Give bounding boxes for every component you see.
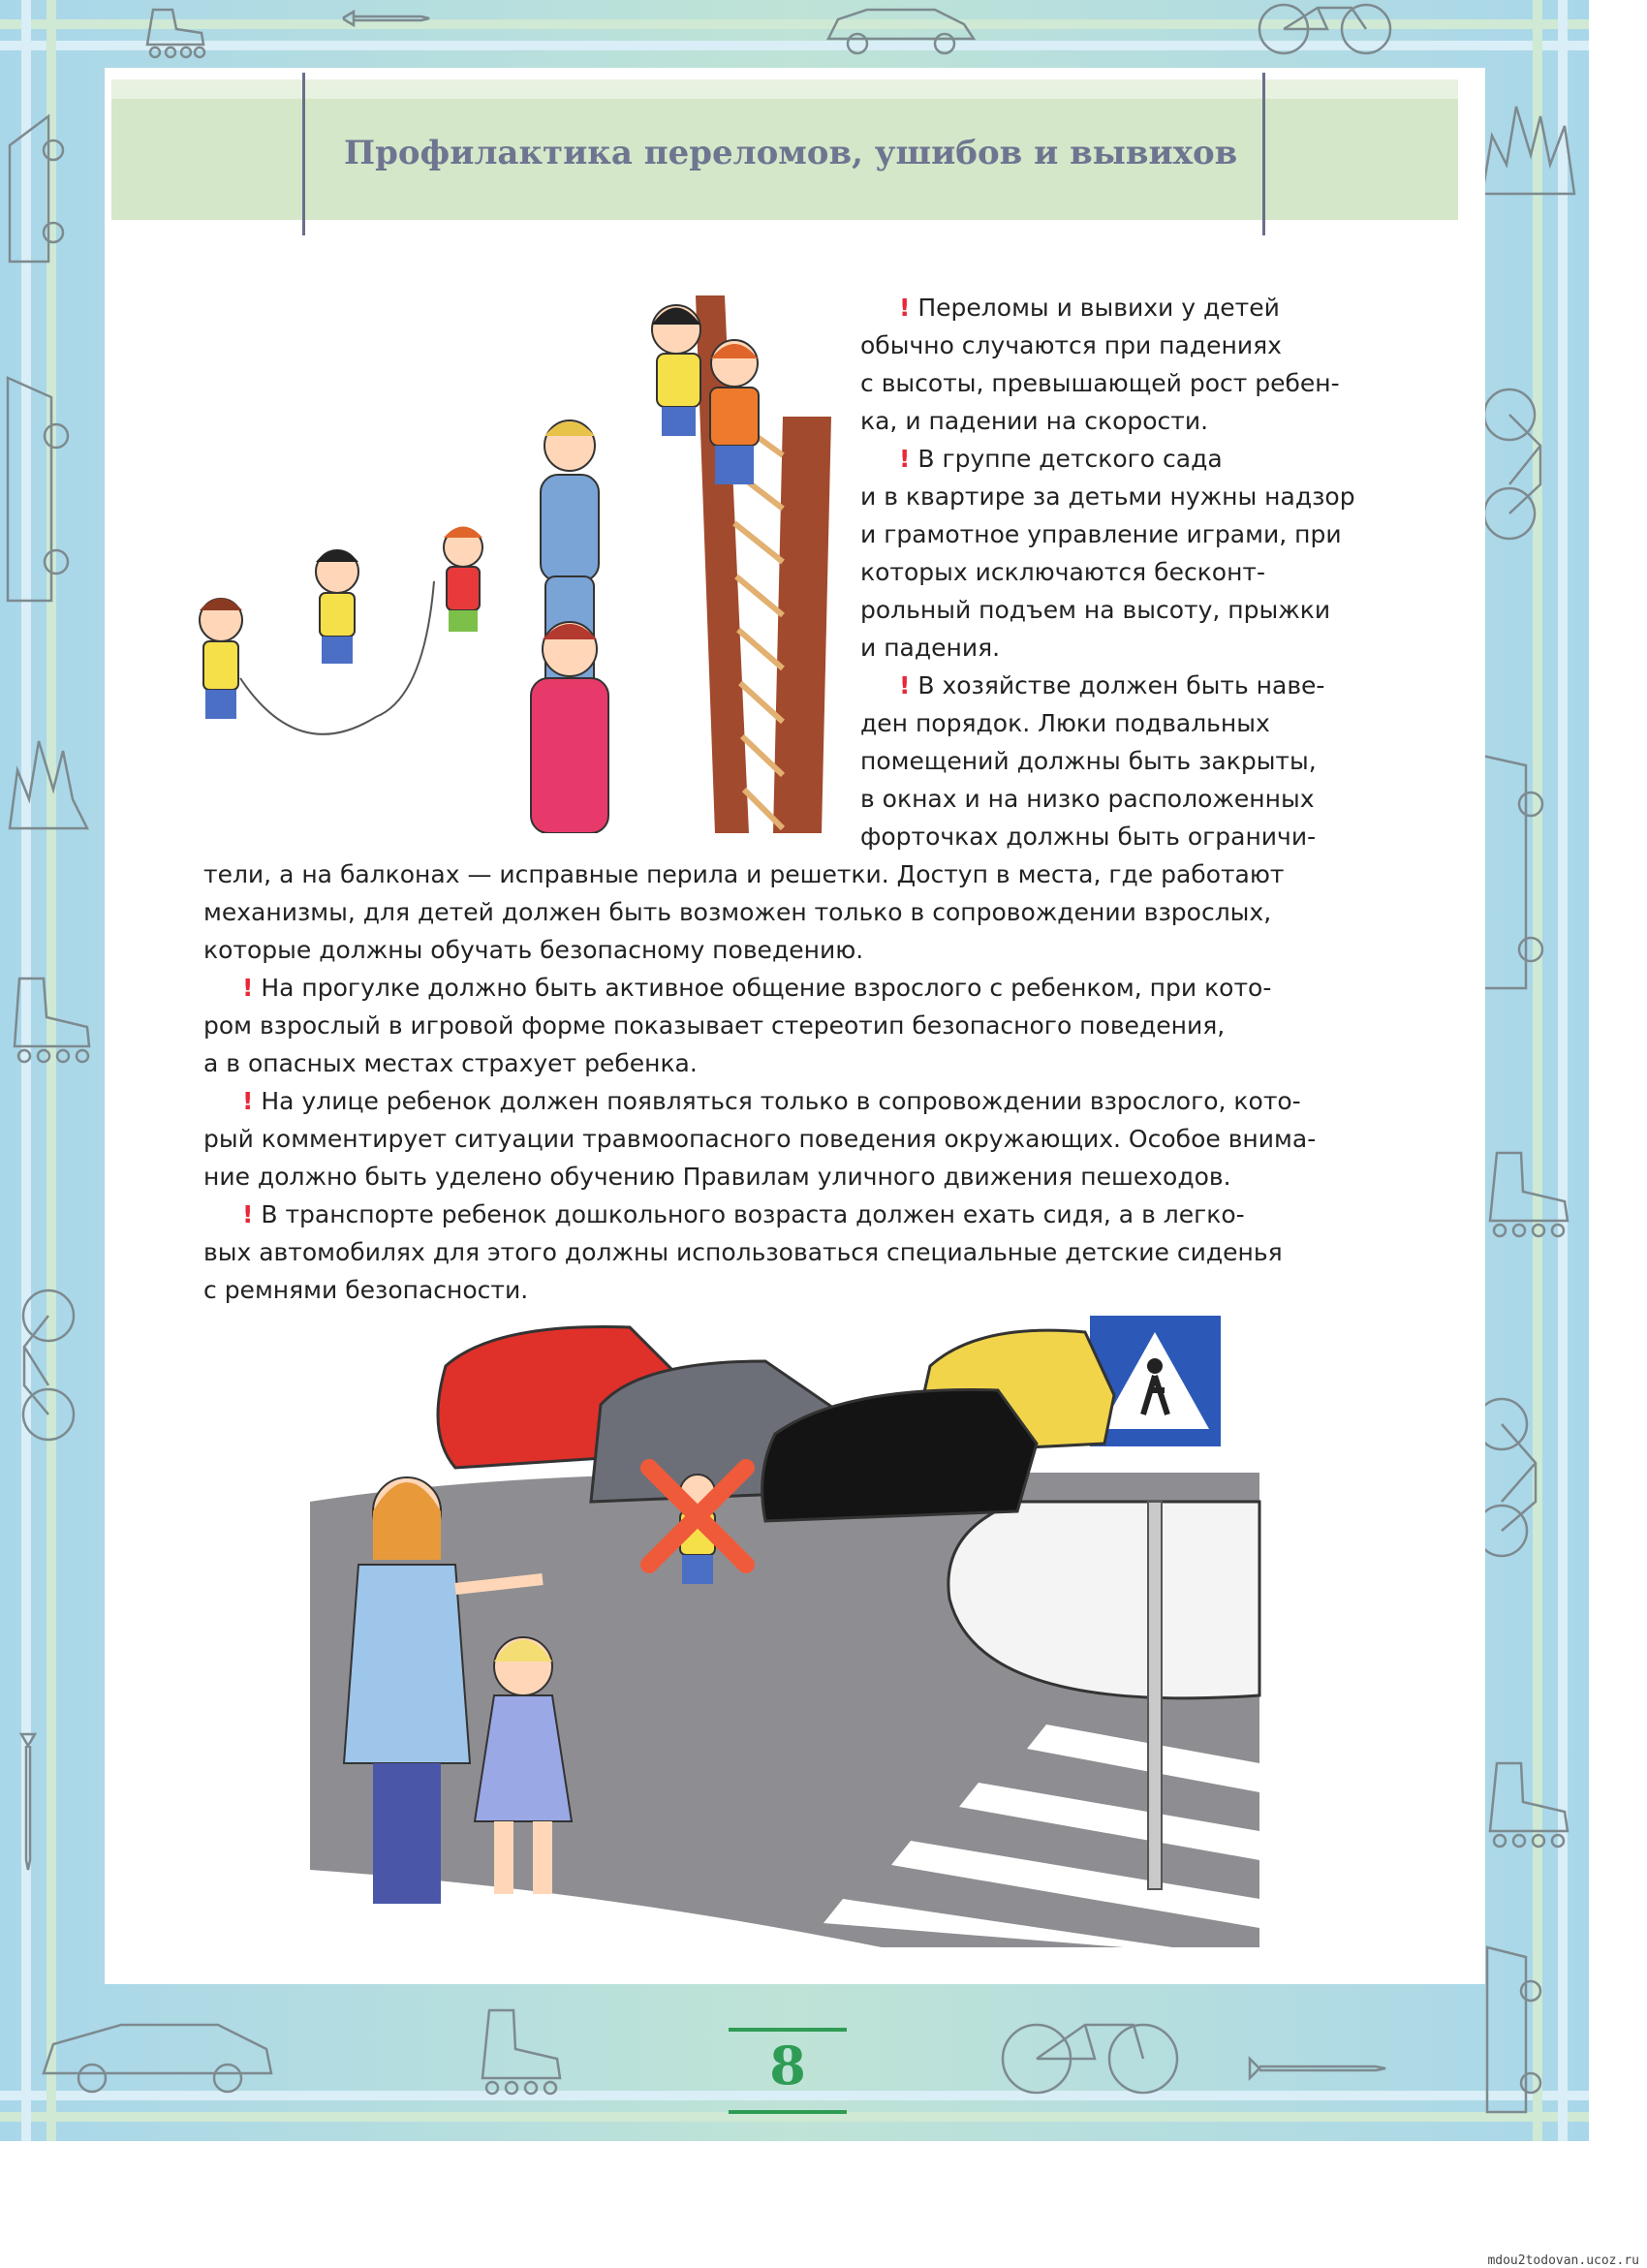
- paragraph-3: [860, 667, 1364, 855]
- paragraph-line: На улице ребенок должен появляться только в сопровождении взрослого, кото-: [261, 1087, 1301, 1115]
- paragraph-line: ден порядок. Люки подвальных: [860, 709, 1270, 737]
- paragraph-line: и грамотное управление играми, при: [860, 520, 1342, 548]
- nail-outline-icon: [21, 1734, 35, 1870]
- page-number-rule-top: [729, 2028, 847, 2032]
- roller-skate-outline-icon: [1490, 1153, 1568, 1236]
- paragraph-line: ние должно быть уделено обучению Правилам уличного движения пешеходов.: [203, 1163, 1231, 1191]
- paragraph-3-continuation: [203, 855, 1366, 969]
- nail-outline-icon: [344, 12, 429, 25]
- paragraph-line: в окнах и на низко расположенных: [860, 785, 1315, 813]
- bullet-mark: !: [242, 974, 254, 1002]
- paragraph-line: рольный подъем на высоту, прыжки: [860, 596, 1331, 624]
- paragraph-line: тели, а на балконах — исправные перила и решетки. Доступ в места, где работают: [203, 860, 1285, 888]
- bullet-mark: !: [899, 671, 911, 699]
- paragraph-1: [860, 289, 1364, 440]
- paragraph-line: и падения.: [860, 634, 1001, 662]
- bicycle-outline-icon: [1484, 389, 1540, 539]
- page-number: 8: [769, 2035, 806, 2097]
- paragraph-5: [203, 1082, 1366, 1196]
- car-outline-icon: [44, 2025, 271, 2092]
- fire-outline-icon: [1482, 107, 1574, 194]
- jumping-children: [200, 527, 482, 734]
- playground-illustration: [143, 291, 841, 833]
- nail-outline-icon: [1250, 2059, 1385, 2078]
- paragraph-line: ром взрослый в игровой форме показывает стереотип безопасного поведения,: [203, 1011, 1226, 1040]
- paragraph-line: В транспорте ребенок дошкольного возраста должен ехать сидя, а в легко-: [261, 1200, 1245, 1228]
- bicycle-outline-icon: [1476, 1399, 1536, 1556]
- paragraph-line: В группе детского сада: [917, 445, 1223, 473]
- car-outline-icon: [8, 378, 68, 601]
- header-divider-left: [302, 73, 305, 235]
- paragraph-line: которые должны обучать безопасному поведению.: [203, 936, 864, 964]
- bullet-mark: !: [899, 294, 911, 322]
- paragraph-2: [860, 440, 1364, 667]
- header-divider-right: [1262, 73, 1265, 235]
- paragraph-line: На прогулке должно быть активное общение взрослого с ребенком, при кото-: [261, 974, 1272, 1002]
- car-outline-icon: [10, 116, 63, 262]
- paragraph-line: форточках должны быть ограничи-: [860, 823, 1317, 851]
- adults: [531, 420, 608, 833]
- paragraph-line: механизмы, для детей должен быть возможен только в сопровождении взрослых,: [203, 898, 1272, 926]
- street-crossing-illustration: [300, 1308, 1269, 1947]
- paragraph-line: Переломы и вывихи у детей: [917, 294, 1280, 322]
- bicycle-outline-icon: [23, 1290, 74, 1440]
- header-band-highlight: [111, 79, 1458, 99]
- paragraph-line: а в опасных местах страхует ребенка.: [203, 1049, 698, 1077]
- paragraph-line: с ремнями безопасности.: [203, 1276, 529, 1304]
- roller-skate-outline-icon: [1490, 1763, 1568, 1847]
- car-outline-icon: [1482, 756, 1542, 988]
- fire-outline-icon: [10, 741, 87, 828]
- paragraph-line: которых исключаются бесконт-: [860, 558, 1266, 586]
- bullet-mark: !: [242, 1087, 254, 1115]
- paragraph-line: помещений должны быть закрыты,: [860, 747, 1317, 775]
- bullet-mark: !: [242, 1200, 254, 1228]
- roller-skate-outline-icon: [147, 10, 204, 57]
- bicycle-outline-icon: [1259, 5, 1390, 53]
- bicycle-outline-icon: [1003, 2025, 1177, 2093]
- paragraph-line: вых автомобилях для этого должны использоваться специальные детские сиденья: [203, 1238, 1283, 1266]
- paragraph-line: с высоты, превышающей рост ребен-: [860, 369, 1340, 397]
- car-outline-icon: [1487, 1947, 1540, 2112]
- page-number-rule-bottom: [729, 2110, 847, 2114]
- paragraph-line: и в квартире за детьми нужны надзор: [860, 482, 1355, 511]
- roller-skate-outline-icon: [15, 979, 89, 1062]
- bullet-mark: !: [899, 445, 911, 473]
- car-outline-icon: [828, 10, 974, 53]
- paragraph-line: рый комментирует ситуации травмоопасного поведения окружающих. Особое внима-: [203, 1125, 1317, 1153]
- page-title: Профилактика переломов, ушибов и вывихов: [344, 134, 1238, 172]
- paragraph-4: [203, 969, 1366, 1082]
- paragraph-line: В хозяйстве должен быть наве-: [917, 671, 1325, 699]
- paragraph-line: ка, и падении на скорости.: [860, 407, 1209, 435]
- roller-skate-outline-icon: [482, 2010, 560, 2094]
- paragraph-6: [203, 1196, 1366, 1309]
- watermark: mdou2todovan.ucoz.ru: [1487, 2253, 1639, 2268]
- paragraph-line: обычно случаются при падениях: [860, 331, 1282, 359]
